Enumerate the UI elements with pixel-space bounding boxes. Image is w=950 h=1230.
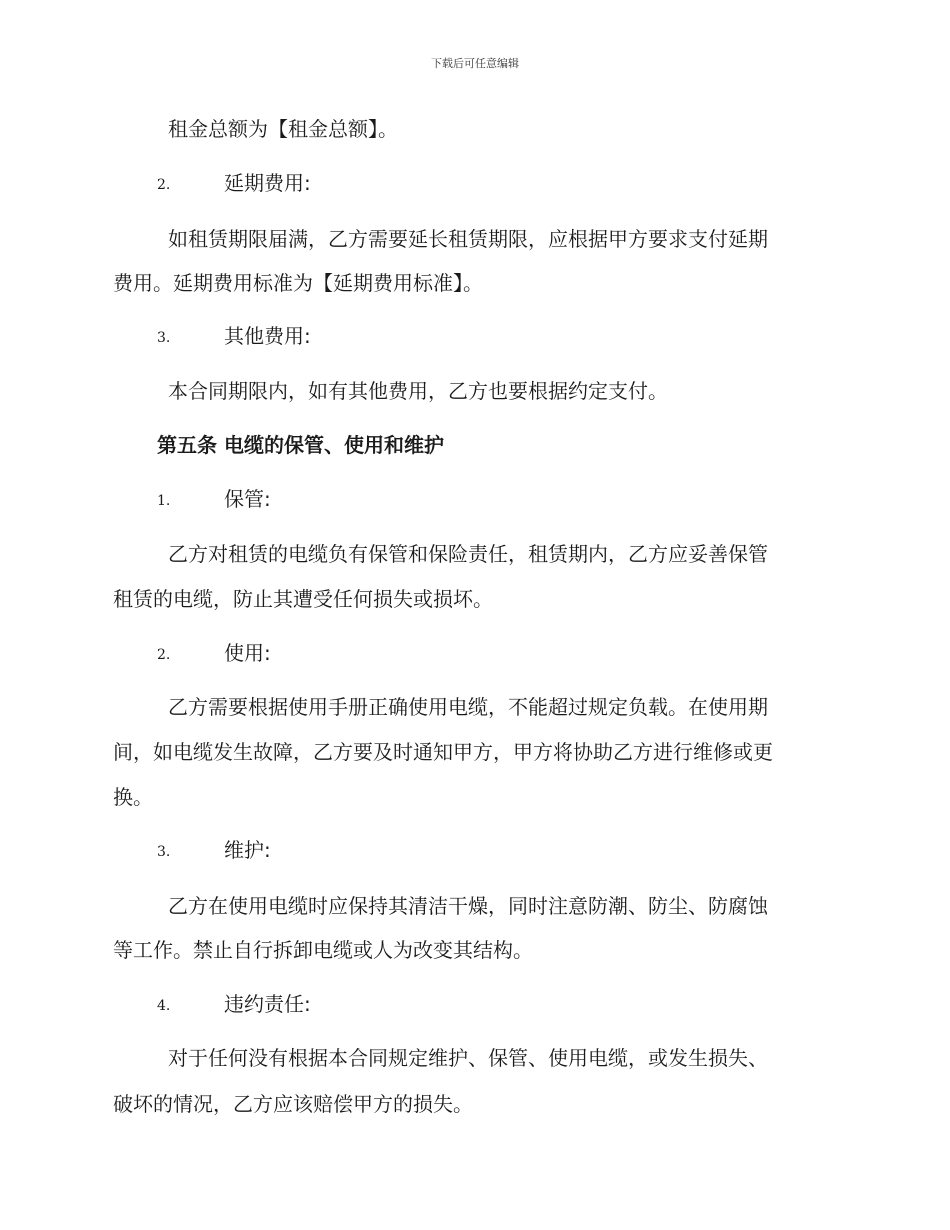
paragraph-line: 等工作。禁止自行拆卸电缆或人为改变其结构。 <box>113 938 533 962</box>
paragraph-line: 破坏的情况，乙方应该赔偿甲方的损失。 <box>113 1092 473 1116</box>
item-number: 3. <box>157 844 171 860</box>
paragraph-line: 对于任何没有根据本合同规定维护、保管、使用电缆，或发生损失、 <box>168 1046 768 1070</box>
paragraph-line: 乙方需要根据使用手册正确使用电缆，不能超过规定负载。在使用期 <box>168 695 768 719</box>
item-label: 使用: <box>224 641 271 665</box>
paragraph-line: 换。 <box>113 785 153 809</box>
item-label: 维护: <box>224 838 271 862</box>
paragraph-line: 费用。延期费用标准为【延期费用标准】。 <box>113 271 483 295</box>
item-number: 4. <box>157 998 171 1014</box>
paragraph-line: 本合同期限内，如有其他费用，乙方也要根据约定支付。 <box>168 379 668 403</box>
paragraph-line: 乙方在使用电缆时应保持其清洁干燥，同时注意防潮、防尘、防腐蚀 <box>168 894 768 918</box>
item-label: 保管: <box>224 487 271 511</box>
page-header: 下载后可任意编辑 <box>431 57 519 70</box>
item-number: 3. <box>157 330 171 346</box>
item-label: 违约责任: <box>224 992 311 1016</box>
paragraph-line: 租赁的电缆，防止其遭受任何损失或损坏。 <box>113 587 493 611</box>
section-heading: 第五条 电缆的保管、使用和维护 <box>157 433 444 457</box>
item-number: 1. <box>157 493 171 509</box>
item-label: 其他费用: <box>224 324 311 348</box>
paragraph-line: 间，如电缆发生故障，乙方要及时通知甲方，甲方将协助乙方进行维修或更 <box>113 740 773 764</box>
paragraph-line: 乙方对租赁的电缆负有保管和保险责任，租赁期内，乙方应妥善保管 <box>168 542 768 566</box>
paragraph-line: 租金总额为【租金总额】。 <box>168 117 398 141</box>
item-number: 2. <box>157 647 171 663</box>
paragraph-line: 如租赁期限届满，乙方需要延长租赁期限，应根据甲方要求支付延期 <box>168 227 768 251</box>
item-number: 2. <box>157 177 171 193</box>
item-label: 延期费用: <box>224 171 311 195</box>
